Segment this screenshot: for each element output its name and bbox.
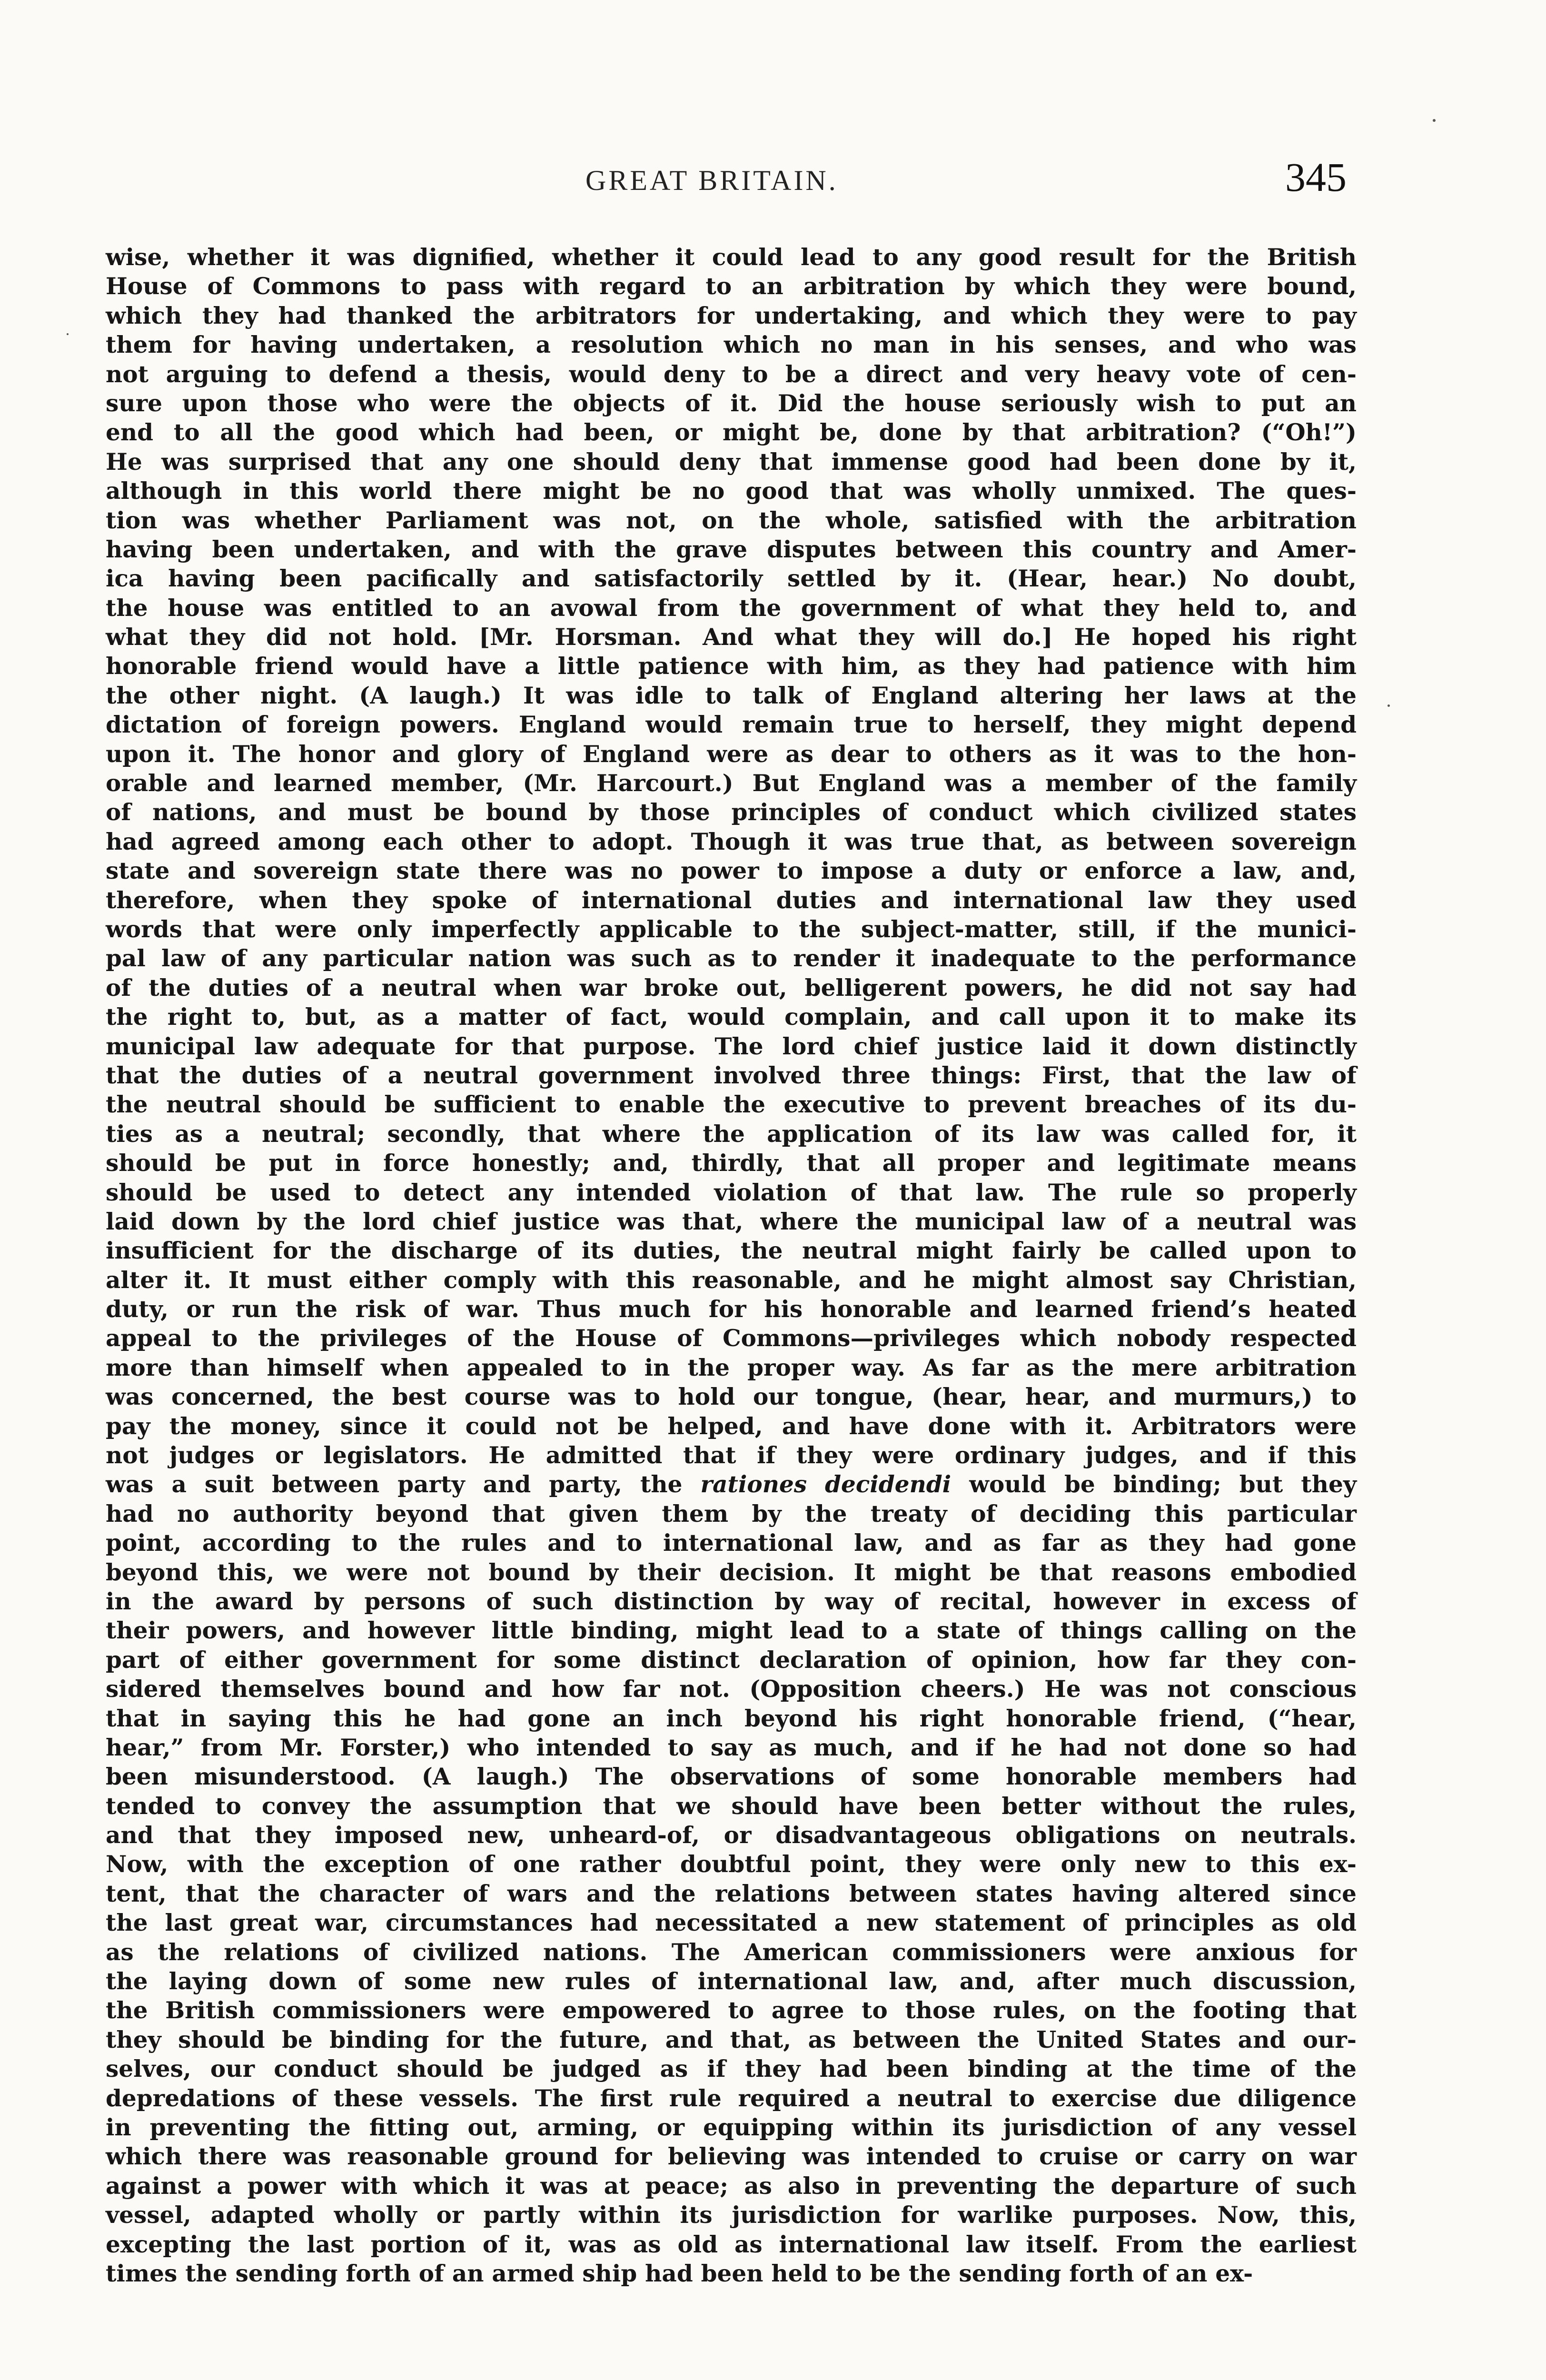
text-line: upon it. The honor and glory of England were as dear to others as it was to the hon- [106, 740, 1357, 768]
text-line: therefore, when they spoke of international duties and international law they used [106, 886, 1357, 914]
text-line: the right to, but, as a matter of fact, would complain, and call upon it to make its [106, 1003, 1357, 1031]
text-line: ties as a neutral; secondly, that where the application of its law was called for, it [106, 1120, 1357, 1148]
text-line: had agreed among each other to adopt. Though it was true that, as between sovereign [106, 828, 1357, 855]
text-line: wise, whether it was dignified, whether it could lead to any good result for the British [106, 244, 1357, 271]
text-line: against a power with which it was at peace; as also in preventing the departure of such [106, 2172, 1357, 2200]
text-line: insufficient for the discharge of its duties, the neutral might fairly be called upon to [106, 1237, 1357, 1265]
text-line: and that they imposed new, unheard-of, or disadvantageous obligations on neutrals. [106, 1822, 1357, 1849]
text-line: in preventing the fitting out, arming, or equipping within its jurisdiction of any vessel [106, 2114, 1357, 2141]
text-line: sure upon those who were the objects of it. Did the house seriously wish to put an [106, 389, 1357, 417]
text-line: the neutral should be sufficient to enable the executive to prevent breaches of its du- [106, 1091, 1357, 1119]
text-line: their powers, and however little binding, might lead to a state of things calling on the [106, 1617, 1357, 1645]
text-line: excepting the last portion of it, was as old as international law itself. From the earliest [106, 2231, 1357, 2258]
text-line: that the duties of a neutral government involved three things: First, that the law of [106, 1061, 1357, 1089]
body-text-block [106, 243, 1357, 2288]
text-line: which there was reasonable ground for believing was intended to cruise or carry on war [106, 2143, 1357, 2171]
text-line: should be put in force honestly; and, thirdly, that all proper and legitimate means [106, 1150, 1357, 1177]
page-number: 345 [1285, 154, 1347, 200]
text-line: although in this world there might be no good that was wholly unmixed. The ques- [106, 477, 1357, 505]
text-line: point, according to the rules and to international law, and as far as they had gone [106, 1529, 1357, 1557]
text-line: part of either government for some distinct declaration of opinion, how far they con- [106, 1646, 1357, 1674]
text-line: depredations of these vessels. The first rule required a neutral to exercise due diligence [106, 2084, 1357, 2112]
text-line: was concerned, the best course was to hold our tongue, (hear, hear, and murmurs,) to [106, 1383, 1357, 1411]
ink-speck [1387, 704, 1390, 707]
text-line: of the duties of a neutral when war broke out, belligerent powers, he did not say had [106, 974, 1357, 1002]
text-line: they should be binding for the future, and that, as between the United States and our- [106, 2026, 1357, 2053]
text-line: not arguing to defend a thesis, would deny to be a direct and very heavy vote of cen- [106, 360, 1357, 388]
text-line: the other night. (A laugh.) It was idle to talk of England altering her laws at the [106, 682, 1357, 709]
text-line: in the award by persons of such distinction by way of recital, however in excess of [106, 1587, 1357, 1615]
text-line: duty, or run the risk of war. Thus much for his honorable and learned friend’s heated [106, 1296, 1357, 1323]
text-line: House of Commons to pass with regard to an arbitration by which they were bound, [106, 273, 1357, 300]
text-line: which they had thanked the arbitrators for undertaking, and which they were to pay [106, 302, 1357, 329]
text-line: was a suit between party and party, the rationes decidendi would be binding; but they [106, 1471, 1357, 1498]
text-line: vessel, adapted wholly or partly within its jurisdiction for warlike purposes. Now, this, [106, 2202, 1357, 2229]
text-line: tion was whether Parliament was not, on the whole, satisfied with the arbitration [106, 506, 1357, 534]
text-line: not judges or legislators. He admitted that if they were ordinary judges, and if this [106, 1442, 1357, 1469]
text-line: should be used to detect any intended violation of that law. The rule so properly [106, 1179, 1357, 1206]
ink-speck [67, 333, 69, 335]
text-line: tent, that the character of wars and the relations between states having altered since [106, 1880, 1357, 1907]
text-line: sidered themselves bound and how far not. (Opposition cheers.) He was not conscious [106, 1676, 1357, 1703]
text-line: as the relations of civilized nations. The American commissioners were anxious for [106, 1938, 1357, 1966]
text-line: He was surprised that any one should deny that immense good had been done by it, [106, 448, 1357, 476]
text-line: hear,” from Mr. Forster,) who intended to say as much, and if he had not done so had [106, 1734, 1357, 1761]
text-line: honorable friend would have a little patience with him, as they had patience with him [106, 653, 1357, 680]
text-line: dictation of foreign powers. England would remain true to herself, they might depend [106, 711, 1357, 739]
text-line: more than himself when appealed to in the proper way. As far as the mere arbitration [106, 1354, 1357, 1381]
text-line: been misunderstood. (A laugh.) The observations of some honorable members had [106, 1763, 1357, 1791]
text-line: having been undertaken, and with the grave disputes between this country and Amer- [106, 536, 1357, 563]
text-line: that in saying this he had gone an inch beyond his right honorable friend, (“hear, [106, 1705, 1357, 1732]
text-line: the last great war, circumstances had necessitated a new statement of principles as old [106, 1909, 1357, 1937]
text-line: of nations, and must be bound by those principles of conduct which civilized states [106, 799, 1357, 826]
text-line: times the sending forth of an armed ship had been held to be the sending forth of an ex- [106, 2260, 1253, 2287]
text-line: what they did not hold. [Mr. Horsman. And what they will do.] He hoped his right [106, 624, 1357, 651]
text-line: end to all the good which had been, or might be, done by that arbitration? (“Oh!”) [106, 419, 1357, 446]
text-line: tended to convey the assumption that we should have been better without the rules, [106, 1792, 1357, 1820]
text-line: the British commissioners were empowered to agree to those rules, on the footing that [106, 1997, 1357, 2024]
text-line: orable and learned member, (Mr. Harcourt.) But England was a member of the family [106, 770, 1357, 797]
running-head-title: GREAT BRITAIN. [585, 165, 838, 196]
text-line: them for having undertaken, a resolution which no man in his senses, and who was [106, 331, 1357, 359]
text-line: the house was entitled to an avowal from the government of what they held to, and [106, 594, 1357, 622]
text-line: words that were only imperfectly applicable to the subject-matter, still, if the munici- [106, 915, 1357, 943]
text-line: appeal to the privileges of the House of Commons—privileges which nobody respected [106, 1325, 1357, 1352]
ink-speck [1433, 119, 1436, 122]
text-line: alter it. It must either comply with this reasonable, and he might almost say Christian, [106, 1266, 1357, 1294]
text-line: beyond this, we were not bound by their decision. It might be that reasons embodied [106, 1558, 1357, 1586]
text-line: the laying down of some new rules of international law, and, after much discussion, [106, 1968, 1357, 1995]
text-line: ica having been pacifically and satisfactorily settled by it. (Hear, hear.) No doubt, [106, 565, 1357, 593]
text-line: municipal law adequate for that purpose. The lord chief justice laid it down distinctly [106, 1032, 1357, 1060]
text-line: selves, our conduct should be judged as if they had been binding at the time of the [106, 2055, 1357, 2083]
text-line: pal law of any particular nation was such as to render it inadequate to the performance [106, 945, 1357, 972]
text-line: laid down by the lord chief justice was that, where the municipal law of a neutral was [106, 1208, 1357, 1235]
text-line: Now, with the exception of one rather doubtful point, they were only new to this ex- [106, 1851, 1357, 1878]
text-line: state and sovereign state there was no power to impose a duty or enforce a law, and, [106, 857, 1357, 885]
text-line: had no authority beyond that given them by the treaty of deciding this particular [106, 1500, 1357, 1527]
text-line: pay the money, since it could not be helped, and have done with it. Arbitrators were [106, 1412, 1357, 1440]
